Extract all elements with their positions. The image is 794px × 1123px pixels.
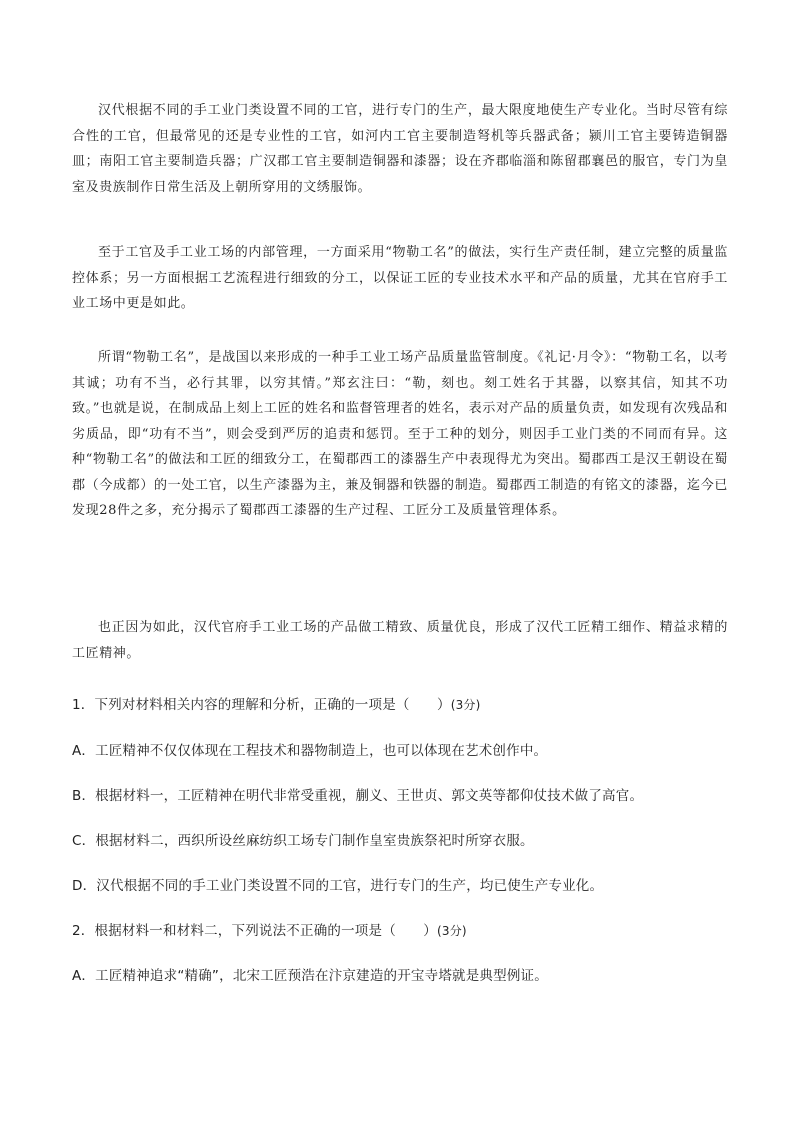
question-1-stem [72,695,728,715]
paragraph-4: 也正因为如此，汉代官府手工业工场的产品做工精致、质量优良，形成了汉代工匠精工细作、精益求精的工匠精神。 [72,620,728,661]
question-1-option-a: A．工匠精神不仅仅体现在工程技术和器物制造上，也可以体现在艺术创作中。 [72,743,548,759]
question-1-option-c: C．根据材料二，西织所设丝麻纺织工场专门制作皇室贵族祭祀时所穿衣服。 [72,833,534,849]
question-1-option-d: D．汉代根据不同的手工业门类设置不同的工官，进行专门的生产，均已使生产专业化。 [72,878,604,894]
question-2-stem [72,921,728,941]
paragraph-2: 至于工官及手工业工场的内部管理，一方面采用“物勒工名”的做法，实行生产责任制，建立完整的质量监控体系；另一方面根据工艺流程进行细致的分工，以保证工匠的专业技术水平和产品的质量，尤其在官府手工业工场中更是如此。 [72,245,728,311]
question-2-score: (3分) [437,924,467,938]
question-2-text: 2．根据材料一和材料二，下列说法不正确的一项是（ ） [72,923,437,939]
question-1-score: (3分) [450,698,481,712]
question-2-option-a: A．工匠精神追求“精确”，北宋工匠预浩在汴京建造的开宝寺塔就是典型例证。 [72,968,548,984]
question-1-option-b: B．根据材料一，工匠精神在明代非常受重视，蒯义、王世贞、郭文英等都仰仗技术做了高官。 [72,788,644,804]
question-1-text: 1．下列对材料相关内容的理解和分析，正确的一项是（ ） [72,697,451,713]
paragraph-3: 所谓“物勒工名”，是战国以来形成的一种手工业工场产品质量监管制度。《礼记·月令》：“物勒工名，以考其诚；功有不当，必行其罪，以穷其情。”郑玄注曰：“勒，刻也。刻工姓名于其器，以察其信，知其不功致。”也就是说，在制成品上刻上工匠的姓名和监督管理者的姓名，表示对产品的质量负责，如发现有次残品和劣质品，即“功有不当”，则会受到严厉的追责和惩罚。至于工种的划分，则因手工业门类的不同而有异。这种“物勒工名”的做法和工匠的细致分工，在蜀郡西工的漆器生产中表现得尤为突出。蜀郡西工是汉王朝设在蜀郡（今成都）的一处工官，以生产漆器为主，兼及铜器和铁器的制造。蜀郡西工制造的有铭文的漆器，迄今已发现28件之多，充分揭示了蜀郡西工漆器的生产过程、工匠分工及质量管理体系。 [72,350,728,518]
paragraph-1: 汉代根据不同的手工业门类设置不同的工官，进行专门的生产，最大限度地使生产专业化。当时尽管有综合性的工官，但最常见的还是专业性的工官，如河内工官主要制造弩机等兵器武备；颍川工官主要铸造铜器皿；南阳工官主要制造兵器；广汉郡工官主要制造铜器和漆器；设在齐郡临淄和陈留郡襄邑的服官，专门为皇室及贵族制作日常生活及上朝所穿用的文绣服饰。 [72,103,728,195]
